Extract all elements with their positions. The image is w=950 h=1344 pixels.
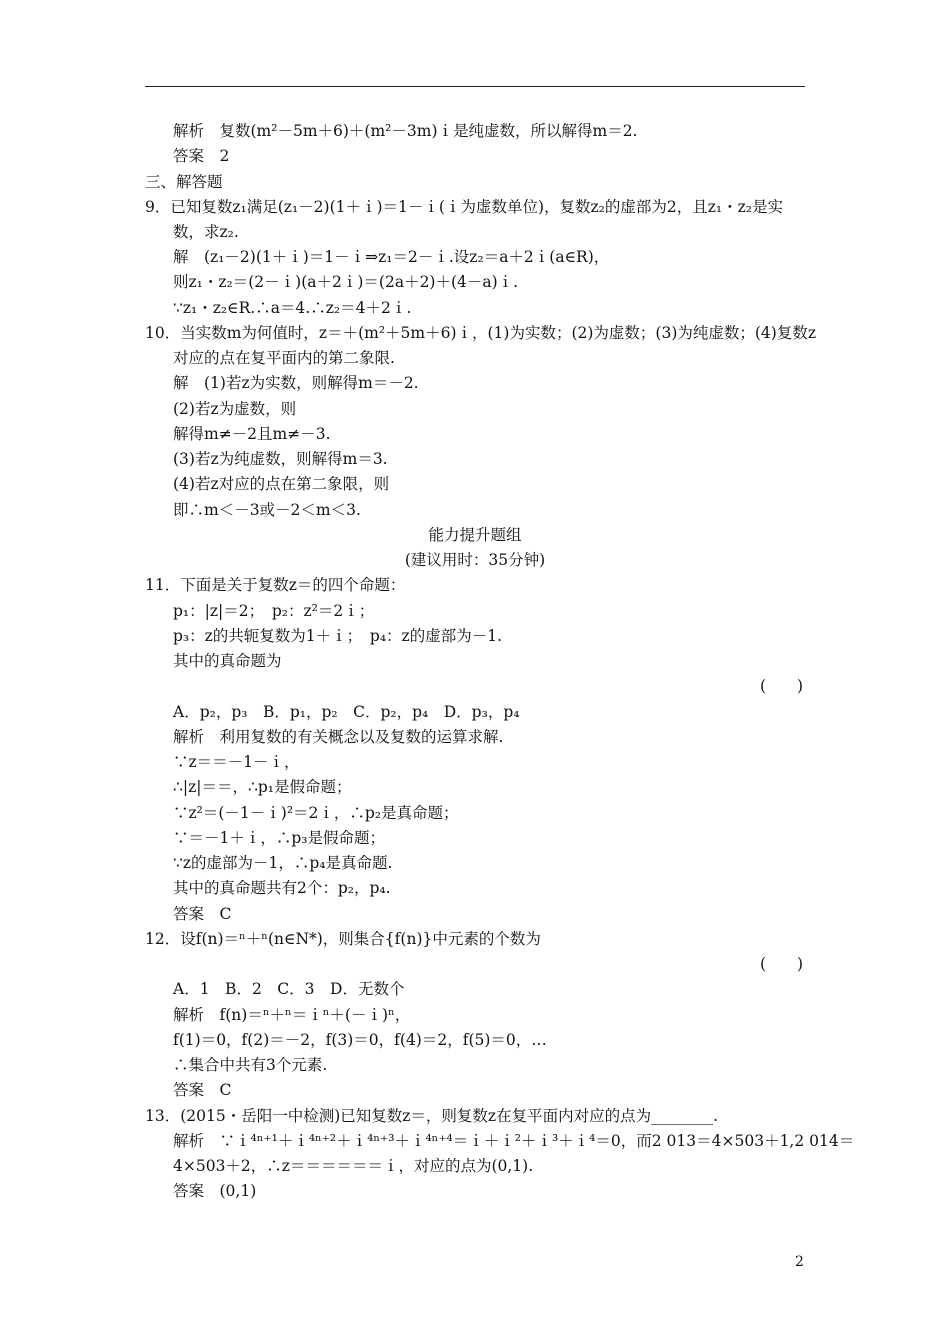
q10-solution: (2)若z为虚数，则 — [173, 400, 297, 418]
q11-analysis: ∵z＝＝－1－ｉ， — [173, 753, 300, 771]
q8-analysis: 解析 复数(m²－5m＋6)＋(m²－3m)ｉ是纯虚数，所以解得m＝2. — [173, 122, 638, 140]
q11-analysis: 其中的真命题共有2个：p₂，p₄. — [173, 879, 391, 897]
q12-answer: 答案 C — [173, 1081, 232, 1099]
section-heading: 三、解答题 — [145, 173, 223, 191]
q9-solution: ∵z₁・z₂∈R.∴a＝4.∴z₂＝4＋2ｉ. — [173, 299, 412, 317]
q10-solution: 即∴m＜－3或－2＜m＜3. — [173, 501, 361, 519]
q13-analysis: 解析 ∵ｉ⁴ⁿ⁺¹＋ｉ⁴ⁿ⁺²＋ｉ⁴ⁿ⁺³＋ｉ⁴ⁿ⁺⁴＝ｉ＋ｉ²＋ｉ³＋ｉ⁴＝0，而2 013＝4×503＋1,2 014＝ — [173, 1132, 855, 1150]
q9-text: 9．已知复数z₁满足(z₁－2)(1＋ｉ)＝1－ｉ(ｉ为虚数单位)，复数z₂的虚部为2，且z₁・z₂是实 — [145, 198, 783, 216]
q12-analysis: ∴集合中共有3个元素. — [173, 1056, 328, 1074]
q11-answer: 答案 C — [173, 905, 232, 923]
q10-solution: 解 (1)若z为实数，则解得m＝－2. — [173, 374, 419, 392]
q11-analysis: ∴|z|＝＝，∴p₁是假命题； — [173, 778, 352, 796]
q11-analysis: ∵z的虚部为－1，∴p₄是真命题. — [173, 854, 393, 872]
q13-answer: 答案 (0,1) — [173, 1182, 257, 1200]
q10-solution: (4)若z对应的点在第二象限，则 — [173, 475, 390, 493]
q10-text: 10．当实数m为何值时，z＝＋(m²＋5m＋6)ｉ，(1)为实数；(2)为虚数；(3)为纯虚数；(4)复数z — [145, 324, 817, 342]
group-title: 能力提升题组 — [428, 526, 522, 544]
q11-text: 11．下面是关于复数z＝的四个命题： — [145, 576, 406, 594]
q9-text-cont: 数，求z₂. — [173, 223, 239, 241]
q11-answer-paren: ( ) — [760, 677, 804, 695]
page-number: 2 — [795, 1254, 804, 1270]
q11-proposition: p₃：z的共轭复数为1＋ｉ； p₄：z的虚部为－1. — [173, 627, 503, 645]
q12-analysis: 解析 f(n)＝ⁿ＋ⁿ＝ｉⁿ＋(－ｉ)ⁿ， — [173, 1006, 411, 1024]
q13-text: 13．(2015・岳阳一中检测)已知复数z＝，则复数z在复平面内对应的点为________. — [145, 1107, 719, 1125]
q9-solution: 解 (z₁－2)(1＋ｉ)＝1－ｉ⇒z₁＝2－ｉ.设z₂＝a＋2ｉ(a∈R)， — [173, 248, 610, 266]
q11-choices: A．p₂，p₃ B．p₁，p₂ C．p₂，p₄ D．p₃，p₄ — [173, 703, 520, 721]
q12-analysis: f(1)＝0，f(2)＝－2，f(3)＝0，f(4)＝2，f(5)＝0，… — [173, 1031, 547, 1049]
q8-answer: 答案 2 — [173, 147, 230, 165]
q10-solution: (3)若z为纯虚数，则解得m＝3. — [173, 450, 388, 468]
header-rule — [145, 86, 805, 87]
q10-text-cont: 对应的点在复平面内的第二象限. — [173, 349, 395, 367]
q13-analysis: 4×503＋2，∴z＝＝＝＝＝＝ｉ，对应的点为(0,1). — [173, 1157, 534, 1175]
q11-analysis: ∵＝－1＋ｉ，∴p₃是假命题； — [173, 829, 385, 847]
q11-analysis: 解析 利用复数的有关概念以及复数的运算求解. — [173, 728, 504, 746]
q9-solution: 则z₁・z₂＝(2－ｉ)(a＋2ｉ)＝(2a＋2)＋(4－a)ｉ. — [173, 273, 519, 291]
q12-answer-paren: ( ) — [760, 955, 804, 973]
q10-solution: 解得m≠－2且m≠－3. — [173, 425, 331, 443]
q11-prompt: 其中的真命题为 — [173, 652, 282, 670]
q12-choices: A．1 B．2 C．3 D．无数个 — [173, 980, 405, 998]
q11-proposition: p₁：|z|＝2； p₂：z²＝2ｉ； — [173, 602, 375, 620]
q11-analysis: ∵z²＝(－1－ｉ)²＝2ｉ，∴p₂是真命题； — [173, 804, 459, 822]
suggested-time: (建议用时：35分钟) — [404, 551, 546, 569]
q12-text: 12．设f(n)＝ⁿ＋ⁿ(n∈N*)，则集合{f(n)}中元素的个数为 — [145, 930, 541, 948]
